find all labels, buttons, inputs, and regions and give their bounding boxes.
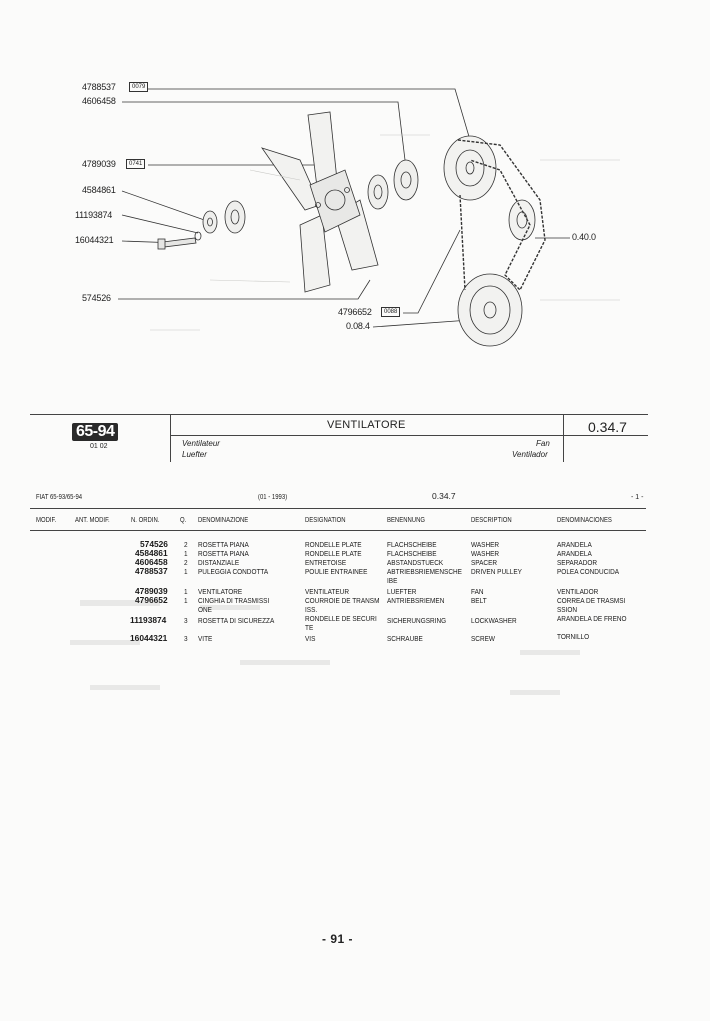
col-header-qty: Q.	[180, 517, 187, 524]
page-ref: - 1 -	[631, 494, 644, 501]
title-french: Ventilateur	[182, 439, 220, 448]
col-header-modif: MODIF.	[36, 517, 57, 524]
group-code: 0.34.7	[588, 419, 627, 435]
col-header-french: DESIGNATION	[305, 517, 346, 524]
col-header-spanish: DENOMINACIONES	[557, 517, 612, 524]
callout-4789039: 4789039	[82, 159, 116, 169]
table-header-rule	[30, 530, 646, 531]
col-header-english: DESCRIPTION	[471, 517, 512, 524]
col-header-ant-modif: ANT. MODIF.	[75, 517, 110, 524]
title-italian: VENTILATORE	[327, 419, 406, 431]
callout-0.40.0: 0.40.0	[572, 232, 596, 242]
col-header-italian: DENOMINAZIONE	[198, 517, 249, 524]
subheader-group-code: 0.34.7	[432, 491, 456, 501]
model-date: 01 02	[90, 443, 108, 450]
callout-11193874: 11193874	[75, 210, 113, 220]
page-number: - 91 -	[322, 932, 354, 946]
callout-4796652: 4796652	[338, 307, 372, 317]
callout-4606458: 4606458	[82, 96, 116, 106]
col-header-german: BENENNUNG	[387, 517, 426, 524]
exploded-diagram	[0, 0, 710, 400]
title-german: Luefter	[182, 450, 207, 459]
callout-0.08.4: 0.08.4	[346, 321, 370, 331]
model-badge: 65-94	[72, 423, 118, 441]
callout-box-0741: 0741	[126, 159, 145, 169]
callout-4788537: 4788537	[82, 82, 116, 92]
callout-box-0088: 0088	[381, 307, 400, 317]
title-english: Fan	[536, 439, 550, 448]
title-spanish: Ventilador	[512, 450, 548, 459]
callout-box-0079: 0079	[129, 82, 148, 92]
table-top-rule	[30, 508, 646, 509]
col-header-part-number: N. ORDIN.	[131, 517, 160, 524]
callout-574526: 574526	[82, 293, 111, 303]
callout-4584861: 4584861	[82, 185, 116, 195]
model-ref: FIAT 65-93/65-94	[36, 494, 83, 501]
callout-16044321: 16044321	[75, 235, 114, 245]
date-range: (01 - 1993)	[258, 494, 288, 501]
